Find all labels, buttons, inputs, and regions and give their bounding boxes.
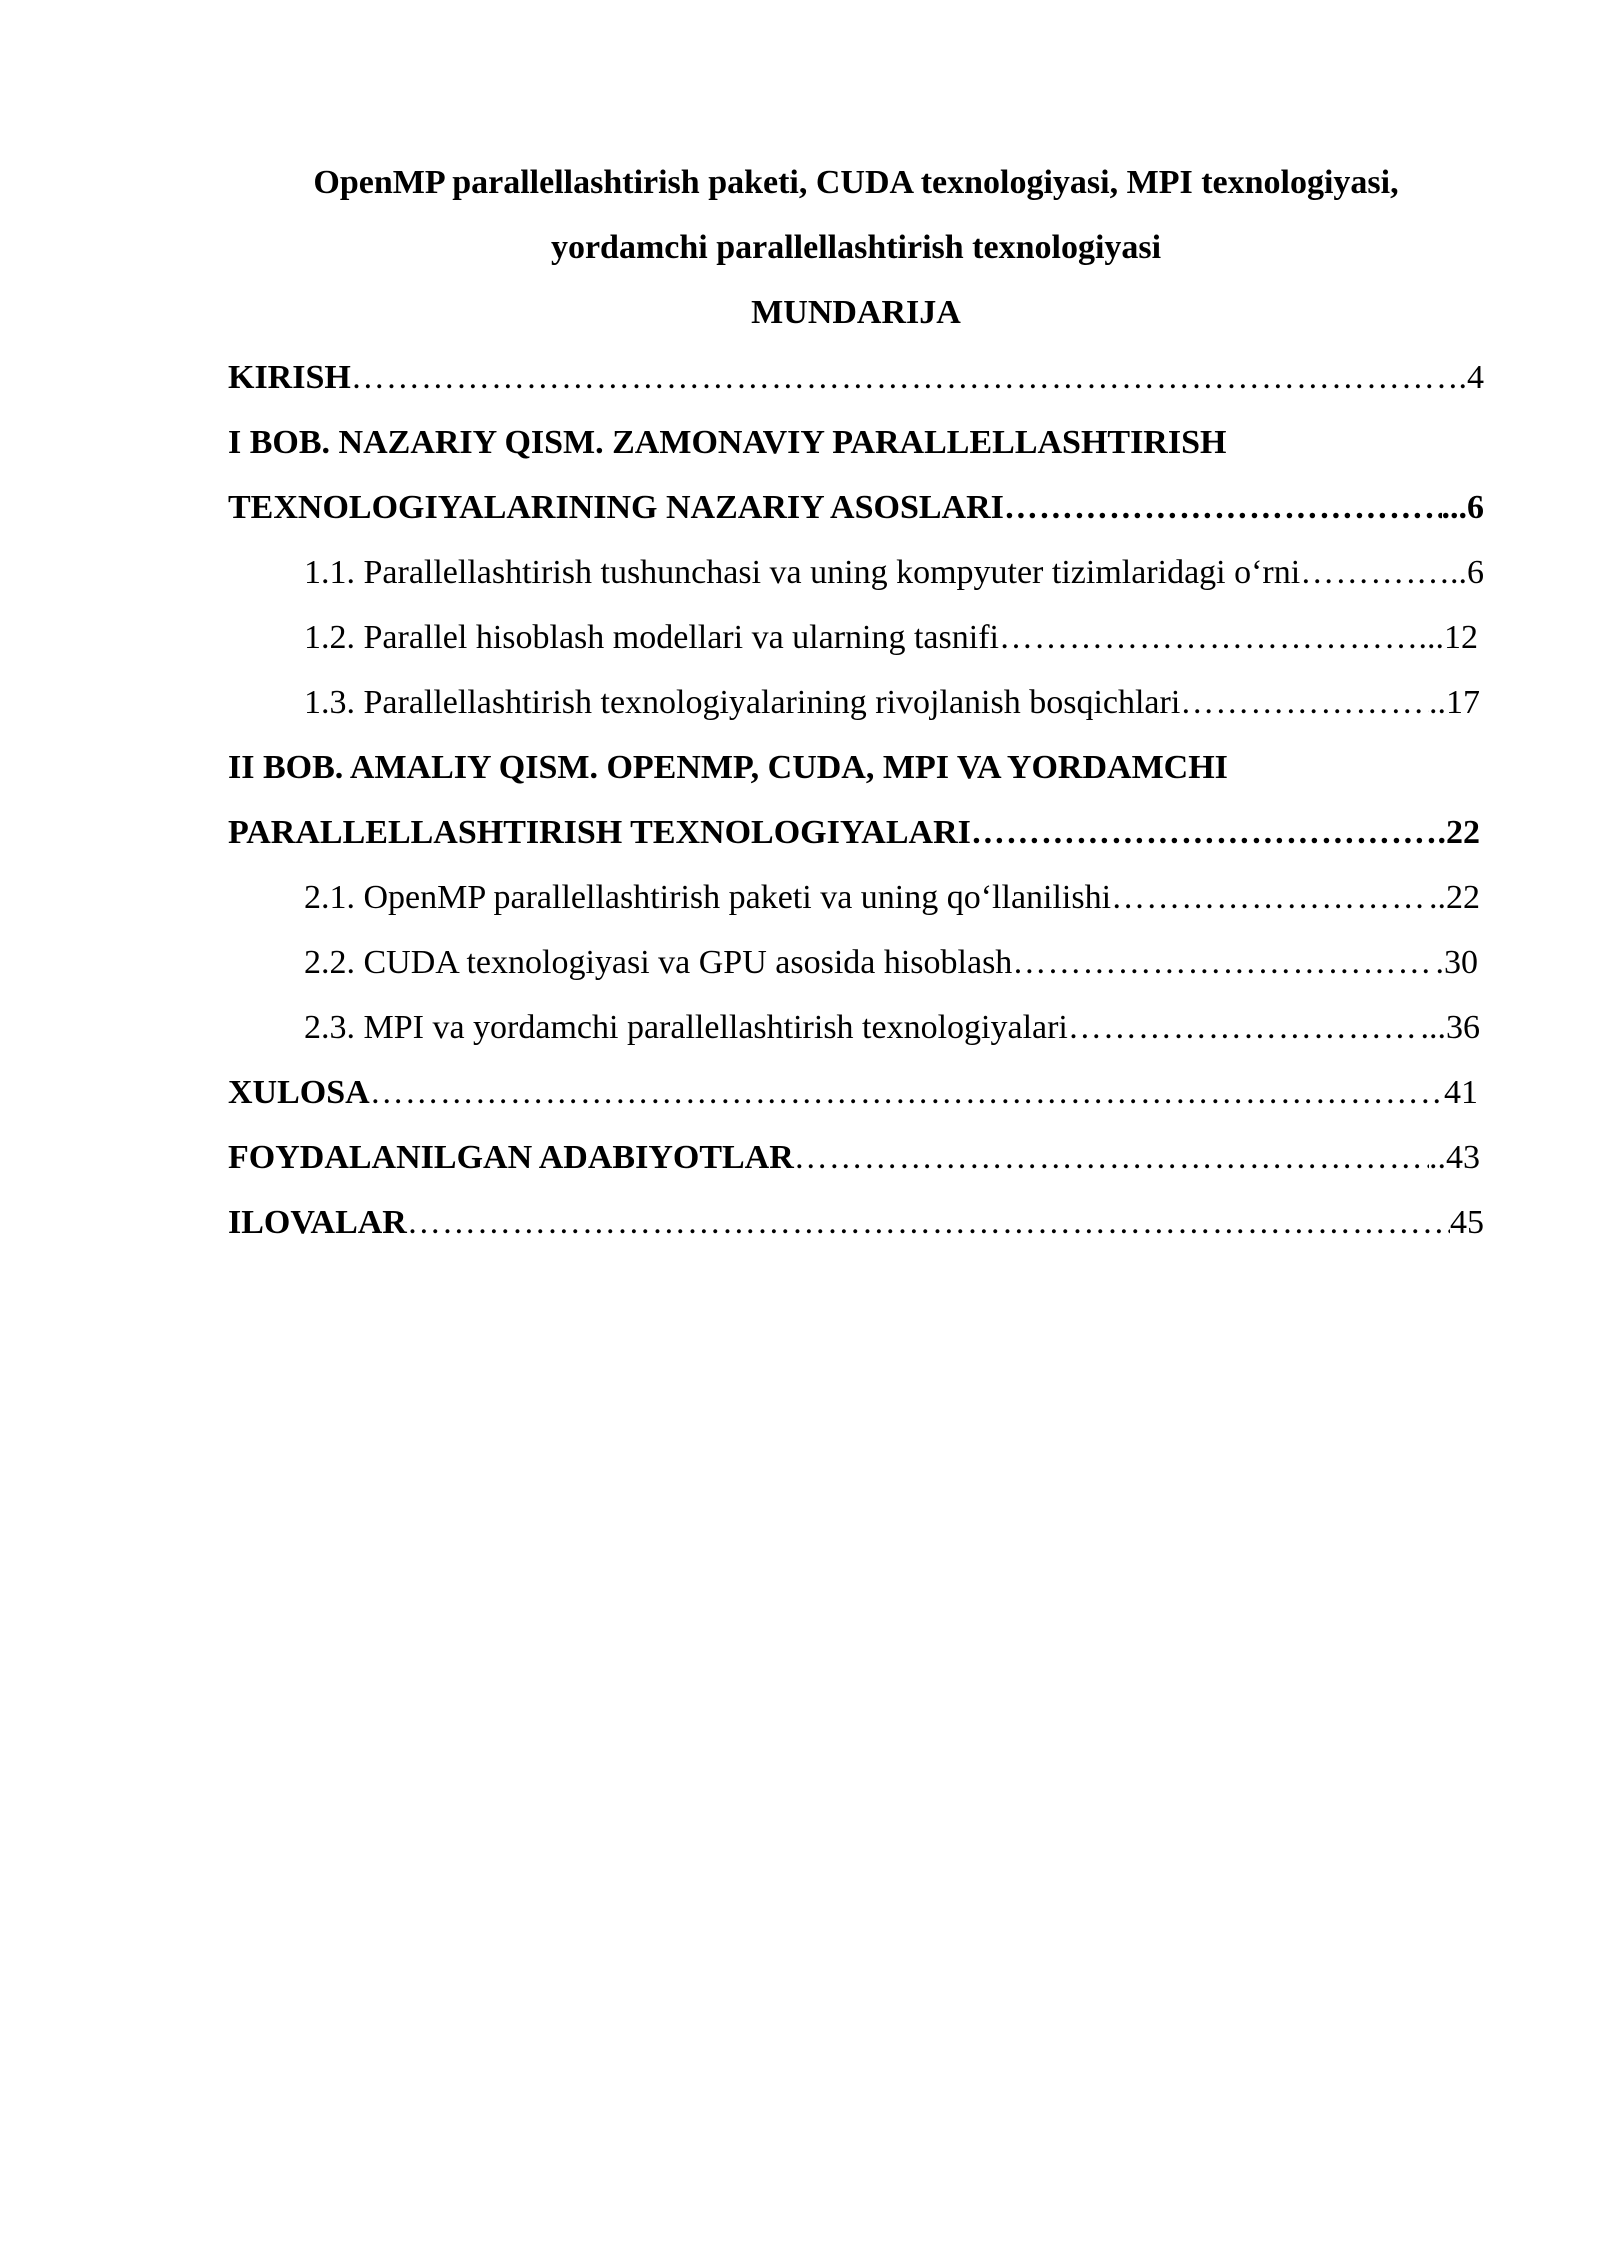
toc-chapter-2-line-1: II BOB. AMALIY QISM. OPENMP, CUDA, MPI VA YORDAMCHI bbox=[228, 749, 1228, 786]
toc-entry-label: PARALLELLASHTIRISH TEXNOLOGIYALARI bbox=[228, 814, 971, 851]
toc-leader-dots bbox=[999, 605, 1419, 670]
toc-leader-dots bbox=[1300, 540, 1416, 605]
toc-page-number: .4 bbox=[1458, 359, 1484, 396]
toc-page-number: .22 bbox=[1437, 814, 1480, 851]
toc-chapter-1-line-1: I BOB. NAZARIY QISM. ZAMONAVIY PARALLELLASHTIRISH bbox=[228, 424, 1227, 461]
toc-entry-label: 1.3. Parallellashtirish texnologiyalarining rivojlanish bosqichlari bbox=[304, 684, 1181, 721]
toc-entry-section-2-2 bbox=[228, 930, 1484, 995]
toc-page-number: ...12 bbox=[1418, 619, 1478, 656]
toc-leader-dots bbox=[1111, 865, 1429, 930]
toc-entry-chapter-2 bbox=[228, 800, 1484, 865]
toc-entry-label: 1.2. Parallel hisoblash modellari va ularning tasnifi bbox=[304, 619, 999, 656]
toc-page-number: ..43 bbox=[1429, 1139, 1480, 1176]
toc-entry-section-2-1 bbox=[228, 865, 1484, 930]
toc-entry-label: 2.1. OpenMP parallellashtirish paketi va uning qo‘llanilishi bbox=[304, 879, 1112, 916]
toc-entry-section-1-3 bbox=[228, 670, 1484, 735]
toc-page-number: ..22 bbox=[1429, 879, 1480, 916]
document-page bbox=[228, 150, 1484, 1255]
toc-entry-section-2-3 bbox=[228, 995, 1484, 1060]
toc-leader-dots bbox=[351, 345, 1459, 410]
toc-leader-dots bbox=[1068, 995, 1421, 1060]
toc-entry-adabiyotlar bbox=[228, 1125, 1484, 1190]
toc-entry-section-1-2 bbox=[228, 605, 1484, 670]
toc-entry-xulosa bbox=[228, 1060, 1484, 1125]
toc-page-number: …..6 bbox=[1416, 554, 1484, 591]
document-title-line-2: yordamchi parallellashtirish texnologiyasi bbox=[550, 229, 1162, 266]
toc-entry-label: ILOVALAR bbox=[228, 1204, 407, 1241]
toc-leader-dots bbox=[1012, 930, 1435, 995]
toc-leader-dots bbox=[407, 1190, 1450, 1255]
toc-leader-dots bbox=[1180, 670, 1429, 735]
toc-leader-dots bbox=[794, 1125, 1429, 1190]
toc-page-number: ...6 bbox=[1441, 489, 1484, 526]
toc-page-number: 45 bbox=[1450, 1204, 1484, 1241]
toc-entry-label: 1.1. Parallellashtirish tushunchasi va uning kompyuter tizimlaridagi o‘rni bbox=[304, 554, 1301, 591]
toc-leader-dots bbox=[370, 1060, 1444, 1125]
toc-entry-label: 2.3. MPI va yordamchi parallellashtirish texnologiyalari bbox=[304, 1009, 1068, 1046]
toc-heading: MUNDARIJA bbox=[751, 294, 961, 331]
toc-page-number: .30 bbox=[1435, 944, 1478, 981]
toc-entry-label: XULOSA bbox=[228, 1074, 370, 1111]
toc-leader-dots bbox=[1004, 475, 1442, 540]
toc-page-number: ..17 bbox=[1429, 684, 1480, 721]
toc-entry-section-1-1 bbox=[228, 540, 1484, 605]
toc-entry-label: FOYDALANILGAN ADABIYOTLAR bbox=[228, 1139, 794, 1176]
toc-entry-chapter-1 bbox=[228, 475, 1484, 540]
toc-entry-label: 2.2. CUDA texnologiyasi va GPU asosida hisoblash bbox=[304, 944, 1013, 981]
toc-page-number: 41 bbox=[1444, 1074, 1478, 1111]
toc-entry-ilovalar bbox=[228, 1190, 1484, 1255]
toc-entry-label: TEXNOLOGIYALARINING NAZARIY ASOSLARI bbox=[228, 489, 1004, 526]
toc-entry-label: KIRISH bbox=[228, 359, 351, 396]
document-title-line-1: OpenMP parallellashtirish paketi, CUDA texnologiyasi, MPI texnologiyasi, bbox=[313, 164, 1399, 201]
toc-entry-kirish bbox=[228, 345, 1484, 410]
toc-leader-dots bbox=[971, 800, 1438, 865]
toc-page-number: ...36 bbox=[1420, 1009, 1480, 1046]
